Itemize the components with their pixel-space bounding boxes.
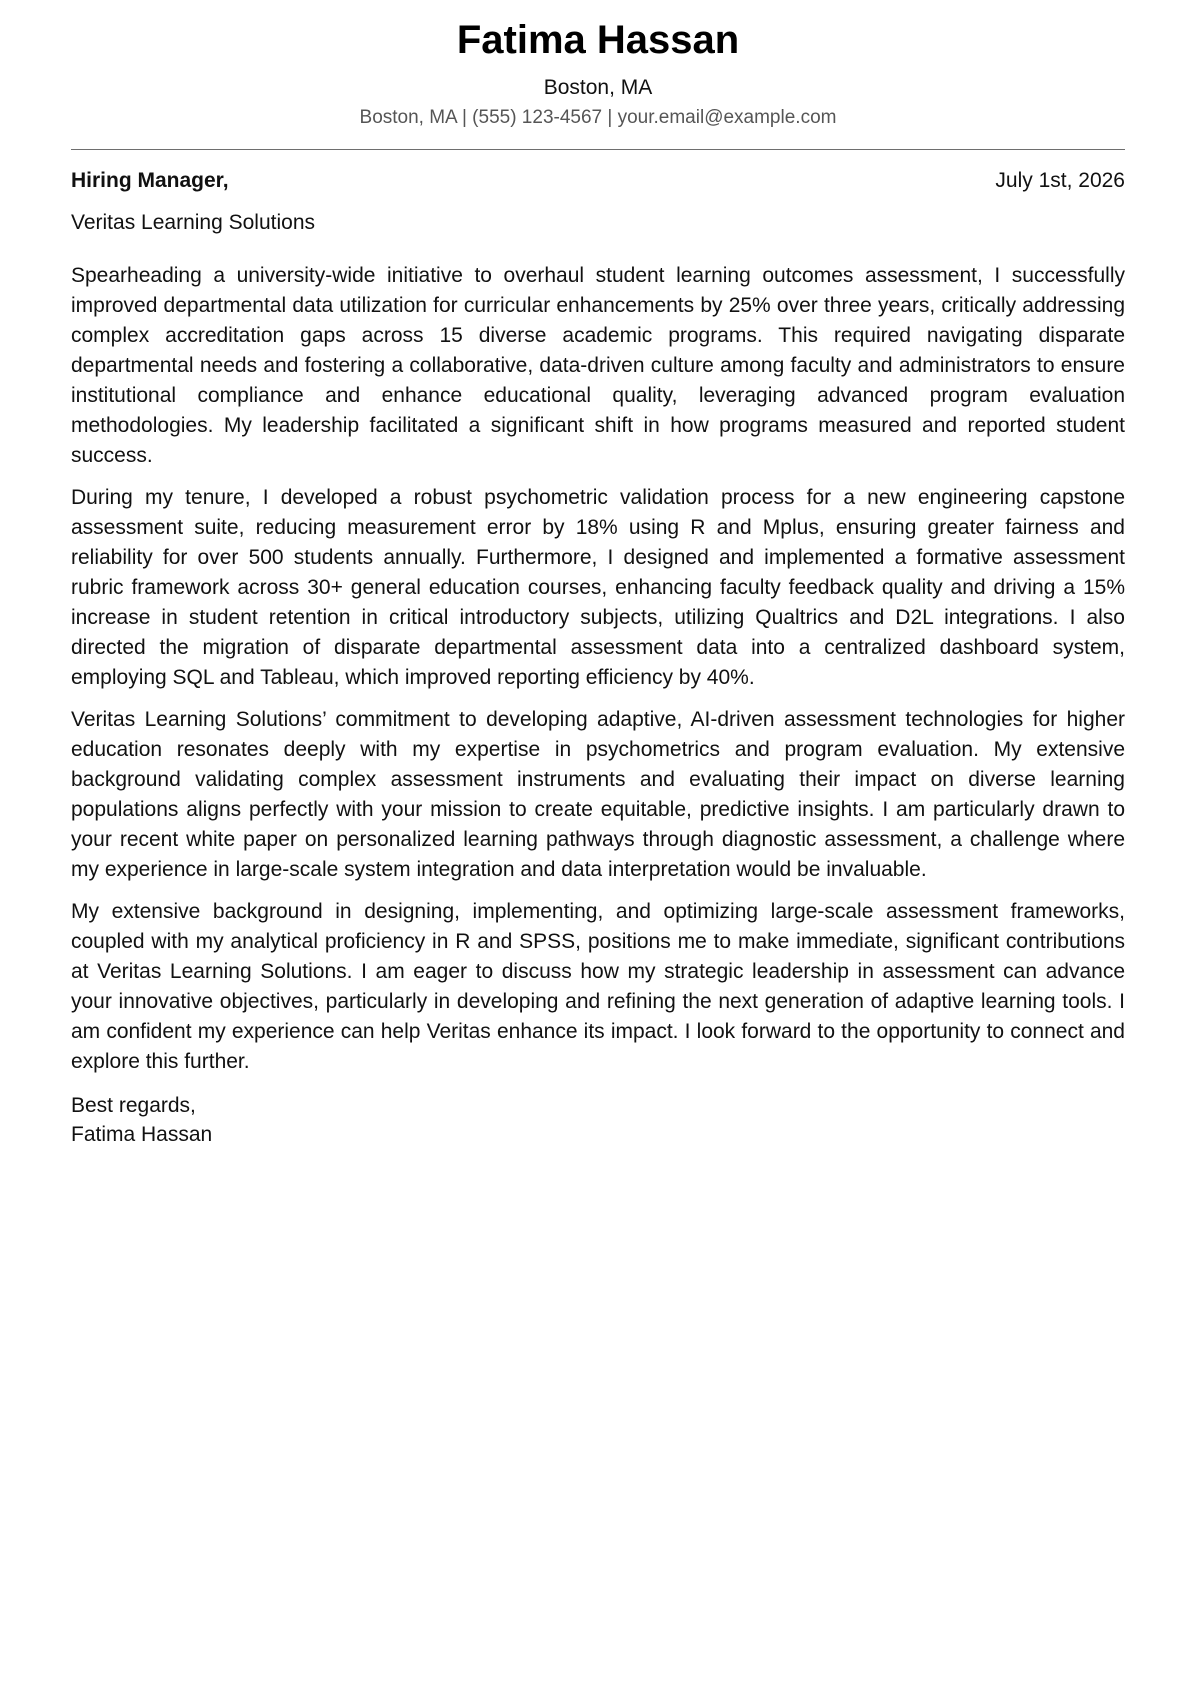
letter-header	[71, 0, 1125, 130]
sender-location: Boston, MA	[543, 76, 653, 99]
letter-body	[71, 261, 1125, 1077]
cover-letter-page	[71, 0, 1125, 1149]
recipient-row	[71, 167, 1125, 195]
body-paragraph-1: Spearheading a university-wide initiative to overhaul student learning outcomes assessment, I successfully improved departmental data utilization for curricular enhancements by 25% over three years, critically addressing complex accreditation gaps across 15 diverse academic programs. This required navigating disparate departmental needs and fostering a collaborative, data-driven culture among faculty and administrators to ensure institutional compliance and enhance educational quality, leveraging advanced program evaluation methodologies. My leadership facilitated a significant shift in how programs measured and reported student success.	[71, 264, 1125, 467]
body-paragraph-2: During my tenure, I developed a robust psychometric validation process for a new engineering capstone assessment suite, reducing measurement error by 18% using R and Mplus, ensuring greater fairness and reliability for over 500 students annually. Furthermore, I designed and implemented a formative assessment rubric framework across 30+ general education courses, enhancing faculty feedback quality and driving a 15% increase in student retention in critical introductory subjects, utilizing Qualtrics and D2L integrations. I also directed the migration of disparate departmental assessment data into a centralized dashboard system, employing SQL and Tableau, which improved reporting efficiency by 40%.	[71, 486, 1125, 689]
recipient-company: Veritas Learning Solutions	[71, 211, 315, 234]
closing-salutation: Best regards,	[71, 1094, 196, 1117]
closing-signature: Fatima Hassan	[71, 1123, 213, 1146]
recipient-title: Hiring Manager,	[71, 169, 229, 192]
sender-name: Fatima Hassan	[456, 18, 740, 62]
letter-date: July 1st, 2026	[995, 169, 1125, 192]
body-paragraph-4: My extensive background in designing, implementing, and optimizing large-scale assessment frameworks, coupled with my analytical proficiency in R and SPSS, positions me to make immediate, significant contributions at Veritas Learning Solutions. I am eager to discuss how my strategic leadership in assessment can advance your innovative objectives, particularly in developing and refining the next generation of adaptive learning tools. I am confident my experience can help Veritas enhance its impact. I look forward to the opportunity to connect and explore this further.	[71, 900, 1125, 1073]
letter-closing	[71, 1091, 1125, 1149]
body-paragraph-3: Veritas Learning Solutions’ commitment to developing adaptive, AI-driven assessment technologies for higher education resonates deeply with my expertise in psychometrics and program evaluation. My extensive background validating complex assessment instruments and evaluating their impact on diverse learning populations aligns perfectly with your mission to create equitable, predictive insights. I am particularly drawn to your recent white paper on personalized learning pathways through diagnostic assessment, a challenge where my experience in large-scale system integration and data interpretation would be invaluable.	[71, 708, 1125, 881]
sender-contact-line: Boston, MA | (555) 123-4567 | your.email@example.com	[359, 107, 837, 128]
header-divider	[71, 149, 1125, 150]
